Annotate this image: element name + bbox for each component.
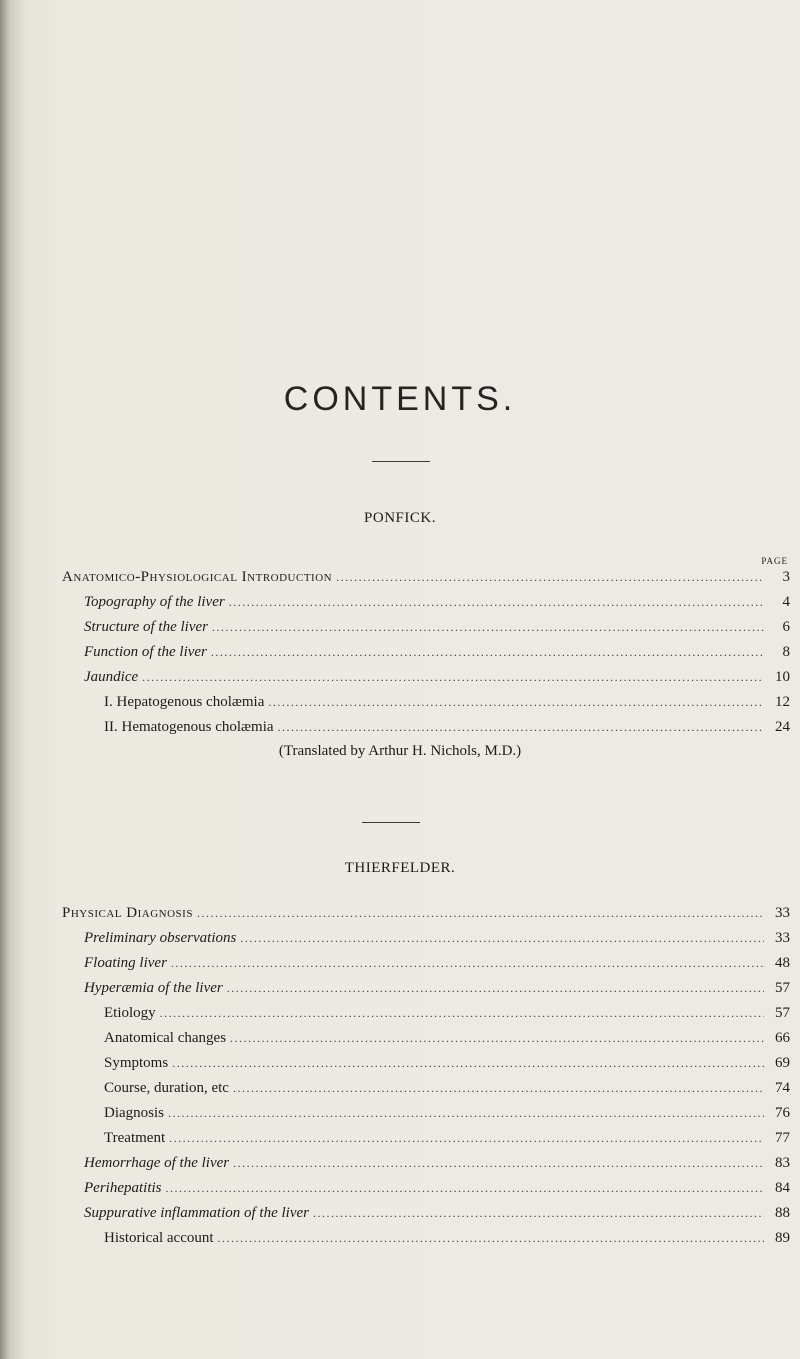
toc-entry-page: 74 <box>775 1080 790 1096</box>
toc-entry-title: Hyperæmia of the liver <box>84 980 223 996</box>
toc-entry-title: Jaundice <box>84 669 139 685</box>
toc-entry-page: 57 <box>775 1005 790 1021</box>
toc-entry[interactable] <box>84 1152 790 1174</box>
toc-entry-title: Perihepatitis <box>84 1180 162 1196</box>
toc-entry-page: 3 <box>782 569 790 585</box>
toc-entry-page: 10 <box>775 669 790 685</box>
toc-entry[interactable] <box>104 1052 790 1074</box>
toc-entry-title: Symptoms <box>104 1055 169 1071</box>
toc-entry[interactable] <box>84 927 790 949</box>
heading-rule <box>372 461 430 462</box>
leader-dots <box>172 1052 764 1074</box>
leader-dots <box>229 591 764 613</box>
toc-entry-title: Function of the liver <box>84 644 207 660</box>
toc-entry[interactable] <box>62 566 790 588</box>
toc-entry-title: Physical Diagnosis <box>62 905 193 921</box>
toc-entry-page: 4 <box>782 594 790 610</box>
leader-dots <box>169 1127 764 1149</box>
leader-dots <box>160 1002 764 1024</box>
leader-dots <box>233 1077 764 1099</box>
leader-dots <box>278 716 764 738</box>
toc-entry-title: Suppurative inflammation of the liver <box>84 1205 309 1221</box>
leader-dots <box>336 566 764 588</box>
leader-dots <box>212 616 764 638</box>
toc-entry-title: Anatomico-Physiological Introduction <box>62 569 333 585</box>
leader-dots <box>168 1102 764 1124</box>
toc-entry-page: 33 <box>775 905 790 921</box>
toc-entry[interactable] <box>84 977 790 999</box>
toc-entry-title: Topography of the liver <box>84 594 225 610</box>
toc-entry[interactable] <box>84 641 790 663</box>
toc-entry-title: Anatomical changes <box>104 1030 227 1046</box>
toc-entry-page: 88 <box>775 1205 790 1221</box>
leader-dots <box>233 1152 764 1174</box>
toc-entry-page: 33 <box>775 930 790 946</box>
contents-heading: CONTENTS. <box>283 380 517 418</box>
leader-dots <box>227 977 764 999</box>
leader-dots <box>240 927 764 949</box>
translator-note: (Translated by Arthur H. Nichols, M.D.) <box>278 743 522 759</box>
toc-entry-title: Historical account <box>104 1230 214 1246</box>
toc-entry-page: 69 <box>775 1055 790 1071</box>
toc-entry[interactable] <box>104 1102 790 1124</box>
toc-entry-page: 77 <box>775 1130 790 1146</box>
toc-entry-page: 48 <box>775 955 790 971</box>
toc-entry-title: Etiology <box>104 1005 156 1021</box>
toc-entry[interactable] <box>104 716 790 738</box>
section-divider <box>362 822 420 823</box>
toc-entry-title: Preliminary observations <box>84 930 237 946</box>
leader-dots <box>197 902 764 924</box>
toc-entry[interactable] <box>104 1127 790 1149</box>
toc-entry-page: 57 <box>775 980 790 996</box>
toc-entry-page: 8 <box>782 644 790 660</box>
toc-entry-title: Course, duration, etc <box>104 1080 229 1096</box>
section-title-thierfelder: THIERFELDER. <box>344 860 456 876</box>
toc-entry-title: I. Hepatogenous cholæmia <box>104 694 265 710</box>
toc-entry-page: 83 <box>775 1155 790 1171</box>
toc-entry-page: 6 <box>782 619 790 635</box>
toc-entry-title: Hemorrhage of the liver <box>84 1155 230 1171</box>
toc-entry-page: 66 <box>775 1030 790 1046</box>
toc-entry[interactable] <box>84 952 790 974</box>
toc-entry[interactable] <box>104 1227 790 1249</box>
toc-entry[interactable] <box>84 666 790 688</box>
leader-dots <box>166 1177 765 1199</box>
leader-dots <box>218 1227 764 1249</box>
toc-entry-title: Diagnosis <box>104 1105 164 1121</box>
toc-entry[interactable] <box>104 1077 790 1099</box>
toc-entry-page: 89 <box>775 1230 790 1246</box>
leader-dots <box>230 1027 764 1049</box>
leader-dots <box>171 952 764 974</box>
leader-dots <box>211 641 764 663</box>
toc-entry-title: Treatment <box>104 1130 166 1146</box>
toc-entry[interactable] <box>84 1202 790 1224</box>
toc-entry[interactable] <box>84 1177 790 1199</box>
toc-entry-page: 76 <box>775 1105 790 1121</box>
page-column-label: PAGE <box>761 556 788 566</box>
toc-entry[interactable] <box>104 691 790 713</box>
toc-entry-title: Structure of the liver <box>84 619 208 635</box>
leader-dots <box>142 666 764 688</box>
section-title-ponfick: PONFICK. <box>364 510 436 526</box>
leader-dots <box>268 691 764 713</box>
toc-entry-title: Floating liver <box>84 955 167 971</box>
toc-entry[interactable] <box>104 1027 790 1049</box>
toc-entry[interactable] <box>84 616 790 638</box>
toc-entry-title: II. Hematogenous cholæmia <box>104 719 274 735</box>
toc-entry-page: 84 <box>775 1180 790 1196</box>
toc-entry-page: 12 <box>775 694 790 710</box>
toc-entry[interactable] <box>104 1002 790 1024</box>
leader-dots <box>313 1202 764 1224</box>
toc-entry[interactable] <box>84 591 790 613</box>
toc-entry[interactable] <box>62 902 790 924</box>
toc-entry-page: 24 <box>775 719 790 735</box>
